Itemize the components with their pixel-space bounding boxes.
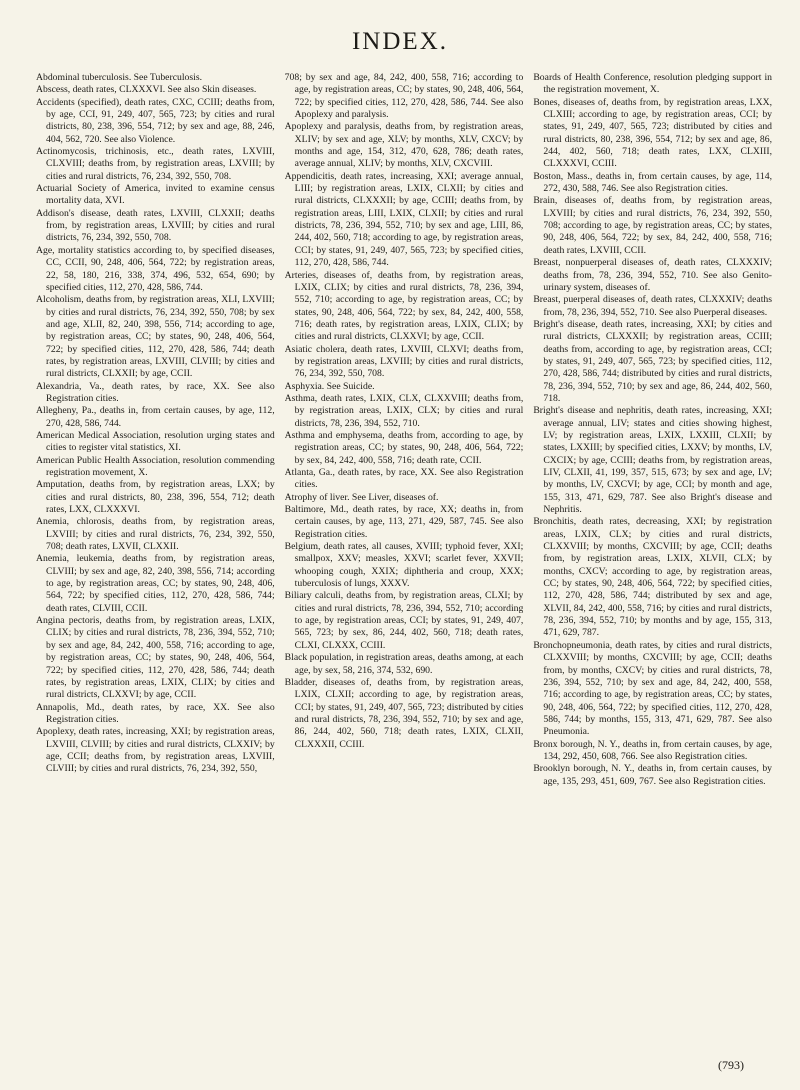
index-entry: Asiatic cholera, death rates, LXVIII, CLXVI; deaths from, by registration areas, LXVIII; by cities and rural districts, 76, 234, 392, 550, 708. (284, 343, 524, 380)
index-entry: Bones, diseases of, deaths from, by registration areas, LXX, CLXIII; according to age, by registration areas, CCI; by states, 91, 249, 407, 565, 723; distributed by cities and rural districts, 80, 238, 396, 554, 712; by sex and age, 86, 244, 402, 560, 718; death rates, LXX, CLXIII, CLXXXVI, CCIII. (533, 96, 773, 170)
index-entry: Belgium, death rates, all causes, XVIII; typhoid fever, XXI; smallpox, XXV; measles, XXVI; scarlet fever, XXVII; whooping cough, XXIX; diphtheria and croup, XXX; tuberculosis of lungs, XXXV. (284, 541, 524, 590)
index-entry: Annapolis, Md., death rates, by race, XX. See also Registration cities. (36, 701, 275, 725)
index-column-3 (533, 72, 772, 1057)
index-entry: Age, mortality statistics according to, by specified diseases, CC, CCII, 90, 248, 406, 564, 722; by registration areas, 22, 58, 180, 216, 338, 374, 496, 532, 654, 690; by specified cities, 112, 270, 428, 586, 744. (36, 244, 275, 293)
index-entry: Baltimore, Md., death rates, by race, XX; deaths in, from certain causes, by age, 113, 271, 429, 587, 745. See also Registration cities. (284, 504, 524, 540)
index-entry: Brain, diseases of, deaths from, by registration areas, LXVIII; by cities and rural districts, 76, 234, 392, 550, 708; according to age, by registration areas, CC; by states, 90, 248, 406, 564, 722; by sex, 84, 242, 400, 558, 716; death rates, LXVIII, CCII. (533, 195, 773, 256)
index-entry: Bronx borough, N. Y., deaths in, from certain causes, by age, 134, 292, 450, 608, 766. See also Registration cities. (533, 738, 773, 762)
index-entry: Boston, Mass., deaths in, from certain causes, by age, 114, 272, 430, 588, 746. See also Registration cities. (533, 170, 773, 195)
index-entry: Bladder, diseases of, deaths from, by registration areas, LXIX, CLXII; according to age, by registration areas, CCI; by states, 91, 249, 407, 565, 723; distributed by cities and rural districts, 78, 236, 394, 552, 710; by sex and age, 86, 244, 402, 560, 718; death rates, LXIX, CLXII, CLXXXII, CCIII. (284, 676, 524, 750)
index-entry: Bright's disease, death rates, increasing, XXI; by cities and rural districts, CLXXXII; by registration areas, CCIII; deaths from, according to age, by registration areas, CCI; by states, 91, 249, 407, 565, 723; by specified cities, 112, 270, 428, 586, 744; distributed by cities and rural districts, 78, 236, 394, 552, 710; by sex and age, 86, 244, 402, 560, 718. (533, 318, 773, 404)
index-entry: Atlanta, Ga., death rates, by race, XX. See also Registration cities. (284, 467, 524, 491)
index-entry: Breast, puerperal diseases of, death rates, CLXXXIV; deaths from, 78, 236, 394, 552, 710. See also Puerperal diseases. (533, 294, 773, 318)
index-entry: Alcoholism, deaths from, by registration areas, XLI, LXVIII; by cities and rural districts, 76, 234, 392, 550, 708; by sex and age, XLII, 82, 240, 398, 556, 714; according to age, by registration areas, CC; by states, 90, 248, 406, 564, 722; by specified cities, 112, 270, 428, 586, 744; death rates, by registration areas, LXVIII, CLVIII; by cities and rural districts, CLXXII; by age, CCII. (36, 294, 275, 380)
index-entry: 708; by sex and age, 84, 242, 400, 558, 716; according to age, by registration areas, CC; by states, 90, 248, 406, 564, 722; by specified cities, 112, 270, 428, 586, 744. See also Apoplexy and paralysis. (284, 72, 524, 121)
index-entry: Black population, in registration areas, deaths among, at each age, by sex, 58, 216, 374, 532, 690. (284, 652, 524, 676)
index-entry: Actinomycosis, trichinosis, etc., death rates, LXVIII, CLXVIII; deaths from, by registration areas, LXVIII; by cities and rural districts, 76, 234, 392, 550, 708. (36, 146, 275, 182)
index-entry: Bronchopneumonia, death rates, by cities and rural districts, CLXXVIII; by months, CXCVIII; by age, CCII; deaths from, by months, CXCV; by cities and rural districts, 78, 236, 394, 552, 710; by sex and age, 84, 242, 400, 558, 716; according to age, by registration areas, CC; by states, 90, 248, 406, 564, 722; by specified cities, 112, 270, 428, 586, 744; by months, 155, 313, 471, 629, 787. See also Pneumonia. (533, 639, 773, 738)
index-entry: Addison's disease, death rates, LXVIII, CLXXII; deaths from, by registration areas, LXVIII; by cities and rural districts, 76, 234, 392, 550, 708. (36, 207, 275, 244)
index-entry: Anemia, chlorosis, deaths from, by registration areas, LXVIII; by cities and rural districts, 76, 234, 392, 550, 708; death rates, LXVII, CLXXII. (36, 516, 275, 553)
index-entry: Accidents (specified), death rates, CXC, CCIII; deaths from, by age, CCI, 91, 249, 407, 565, 723; by cities and rural districts, 80, 238, 396, 554, 712; by sex and age, 88, 246, 404, 562, 720. See also Violence. (36, 96, 275, 145)
index-column-2 (285, 72, 524, 1057)
index-entry: American Public Health Association, resolution commending registration movement, X. (36, 454, 275, 478)
index-entry: Angina pectoris, deaths from, by registration areas, LXIX, CLIX; by cities and rural districts, 78, 236, 394, 552, 710; by sex and age, 84, 242, 400, 558, 716; according to age, by registration areas, CC; by states, 90, 248, 406, 564, 722; by specified cities, 112, 270, 428, 586, 744; death rates, by registration areas, LXIX, CLIX; by cities and rural districts, CLXXVI; by age, CCII. (36, 615, 275, 701)
index-entry: Asthma and emphysema, deaths from, according to age, by registration areas, CC; by states, 90, 248, 406, 564, 722; by sex, 84, 242, 400, 558, 716; death rate, CCII. (284, 429, 524, 466)
index-entry: Bronchitis, death rates, decreasing, XXI; by registration areas, LXIX, CLX; by cities and rural districts, CLXXVIII; by months, CXCVIII; by age, CCII; deaths from, by registration areas, LXIX, XLVII, CLX; by months, CXCV; according to age, by registration areas, CC; by states, 90, 248, 406, 564, 722; by specified cities, 112, 270, 428, 586, 744; distributed by sex and age, XLVII, 84, 242, 400, 558, 716; by cities and rural districts, 78, 236, 394, 552, 710; by months and by age, 155, 313, 471, 629, 787. (533, 516, 773, 639)
index-entry: Apoplexy and paralysis, deaths from, by registration areas, XLIV; by sex and age, XLV; by months, XLV, CXCV; by months and age, 154, 312, 470, 628, 786; death rates, average annual, XLIV; by months, XLV, CXCVIII. (284, 121, 524, 170)
index-entry: Boards of Health Conference, resolution pledging support in the registration movement, X. (533, 72, 773, 96)
index-entry: Amputation, deaths from, by registration areas, LXX; by cities and rural districts, 80, 238, 396, 554, 712; death rates, LXX, CLXXXVI. (36, 479, 275, 516)
index-entry: Abscess, death rates, CLXXXVI. See also Skin diseases. (36, 84, 257, 96)
index-entry: Arteries, diseases of, deaths from, by registration areas, LXIX, CLIX; by cities and rural districts, 78, 236, 394, 552, 710; according to age, by registration areas, CC; by states, 90, 248, 406, 564, 722; by sex, 84, 242, 400, 558, 716; death rates, by registration areas, LXIX, CLIX; by cities and rural districts, CLXXVI; by age, CCII. (284, 269, 524, 343)
index-entry: Actuarial Society of America, invited to examine census mortality data, XVI. (36, 183, 275, 207)
page-number: (793) (718, 1058, 744, 1072)
index-entry: Atrophy of liver. See Liver, diseases of. (284, 491, 439, 503)
index-entry: Asthma, death rates, LXIX, CLX, CLXXVIII; deaths from, by registration areas, LXIX, CLX; by cities and rural districts, 78, 236, 394, 552, 710. (284, 392, 524, 429)
index-entry: Biliary calculi, deaths from, by registration areas, CLXI; by cities and rural districts, 78, 236, 394, 552, 710; according to age, by registration areas, CCI; by states, 91, 249, 407, 565, 723; by sex, 86, 244, 402, 560, 718; death rates, CLXI, CLXXX, CCIII. (284, 590, 524, 651)
index-entry: Asphyxia. See Suicide. (284, 380, 375, 392)
index-entry: Anemia, leukemia, deaths from, by registration areas, CLVIII; by sex and age, 82, 240, 398, 556, 714; according to age, by registration areas, CC; by states, 90, 248, 406, 564, 722; by specified cities, 112, 270, 428, 586, 744; death rates, CLVIII, CCII. (36, 553, 275, 614)
index-entry: Brooklyn borough, N. Y., deaths in, from certain causes, by age, 135, 293, 451, 609, 767. See also Registration cities. (533, 763, 773, 787)
index-column-1 (36, 72, 275, 1057)
index-entry: Breast, nonpuerperal diseases of, death rates, CLXXXIV; deaths from, 78, 236, 394, 552, 710. See also Genito-urinary system, diseases of. (533, 257, 773, 293)
index-entry: Appendicitis, death rates, increasing, XXI; average annual, LIII; by registration areas, LXIX, CLXII; by cities and rural districts, CLXXXII; by age, CCIII; deaths from, by registration areas, LIII, LXIX, CLXII; by cities and rural districts, 78, 236, 394, 552, 710; by sex and age, LIII, 86, 244, 402, 560, 718; according to age, by registration areas, CCI; by states, 91, 249, 407, 565, 723; by specified cities, 112, 270, 428, 586, 744. (284, 170, 524, 269)
index-entry: American Medical Association, resolution urging states and cities to register vital statistics, XI. (36, 429, 275, 454)
index-entry: Abdominal tuberculosis. See Tuberculosis. (36, 72, 203, 83)
page-title: INDEX. (351, 28, 448, 55)
index-entry: Bright's disease and nephritis, death rates, increasing, XXI; average annual, LIV; states and cities showing highest, LV; by registration areas, LXIX, LXXIII, CLXII; by states, LXXIII; by specified cities, LXXV; by months, LV, CXCIX; by age, CCIII; deaths from, by registration areas, LIV, CLXII, 41, 199, 357, 515, 673; by sex and age, LV; by months, LV, CXCVI; by age, CCI; by month and age, 155, 313, 471, 629, 787. See also Bright's disease and Nephritis. (533, 405, 773, 516)
index-entry: Allegheny, Pa., deaths in, from certain causes, by age, 112, 270, 428, 586, 744. (36, 405, 275, 429)
index-columns (36, 72, 772, 1057)
index-entry: Alexandria, Va., death rates, by race, XX. See also Registration cities. (36, 380, 275, 404)
index-entry: Apoplexy, death rates, increasing, XXI; by registration areas, LXVIII, CLVIII; by cities and rural districts, CLXXIV; by age, CCII; deaths from, by registration areas, LXVIII, CLVIII; by cities and rural districts, 76, 234, 392, 550, (36, 726, 275, 775)
